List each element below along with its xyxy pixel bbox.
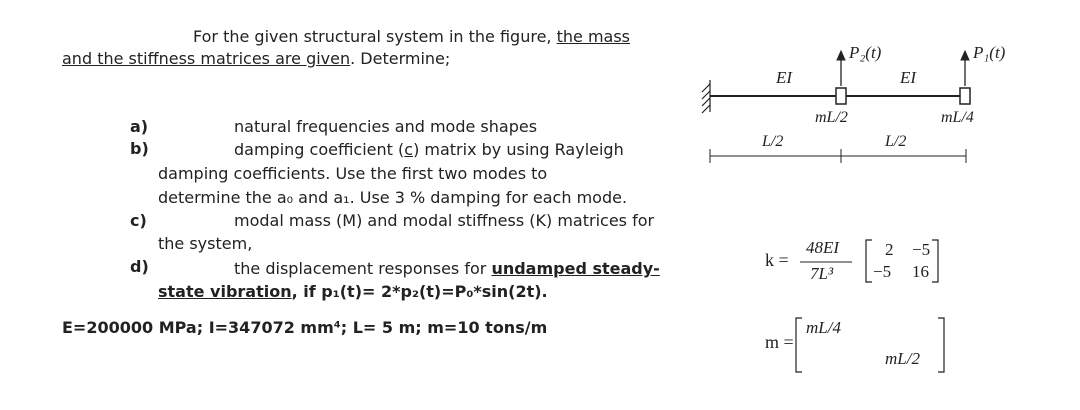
intro-line-1-underlined: the mass [556, 27, 630, 46]
load-arrow-p1-icon [961, 51, 969, 86]
ei-right-label: EI [900, 68, 917, 87]
given-values: E=200000 MPa; I=347072 mm⁴; L= 5 m; m=10 tons/m [62, 318, 548, 337]
stiffness-m21: −5 [873, 262, 892, 281]
item-c-text: modal mass (M) and modal stiffness (K) matrices for [234, 211, 655, 230]
load-arrow-p2-icon [837, 51, 845, 86]
fixed-support-icon [702, 80, 710, 113]
p2-label: P₂(t) [849, 43, 882, 62]
dimension-line [710, 149, 966, 163]
mass-mid-label: mL/2 [815, 109, 848, 126]
mass-m11: mL/4 [806, 318, 841, 337]
item-b-text-pre: damping coefficient ( [234, 140, 405, 159]
stiffness-m12: −5 [912, 240, 931, 259]
item-a-text: natural frequencies and mode shapes [234, 117, 538, 136]
intro-line-2-underlined: and the stiffness matrices are given [62, 49, 351, 68]
item-b-line-2: damping coefficients. Use the first two modes to [158, 164, 548, 183]
item-d-text-pre: the displacement responses for [234, 259, 492, 278]
item-c-label: c) [130, 211, 147, 230]
mass-m22: mL/2 [885, 349, 920, 368]
item-a-label: a) [130, 117, 149, 136]
stiffness-m22: 16 [912, 262, 929, 281]
item-d-line-2-text: , if p₁(t)= 2*p₂(t)=P₀*sin(2t). [291, 282, 548, 301]
intro-line-1-text: For the given structural system in the figure, [193, 27, 552, 46]
stiffness-numerator: 48EI [806, 238, 840, 257]
mass-block-end [960, 88, 970, 104]
mass-end-label: mL/4 [941, 109, 974, 126]
item-b-text-post: ) matrix by using Rayleigh [413, 140, 624, 159]
intro-line-2-text: . Determine; [350, 49, 451, 68]
ei-left-label: EI [776, 68, 793, 87]
stiffness-denominator: 7L³ [810, 264, 834, 283]
item-d-label: d) [130, 257, 149, 276]
item-b-label: b) [130, 139, 149, 158]
item-b-text-c: c [404, 140, 414, 159]
mass-label: m = [765, 332, 794, 352]
mass-block-mid [836, 88, 846, 104]
stiffness-m11: 2 [885, 240, 894, 259]
p1-label: P₁(t) [973, 43, 1006, 62]
span-left-label: L/2 [762, 133, 784, 150]
span-right-label: L/2 [885, 133, 907, 150]
item-c-line-2: the system, [158, 234, 253, 253]
item-d-text-underlined: undamped steady- [491, 259, 660, 278]
stiffness-label: k = [765, 250, 789, 270]
item-b-line-3: determine the a₀ and a₁. Use 3 % damping for each mode. [158, 188, 628, 207]
item-d-line-2-underlined: state vibration [158, 282, 292, 301]
